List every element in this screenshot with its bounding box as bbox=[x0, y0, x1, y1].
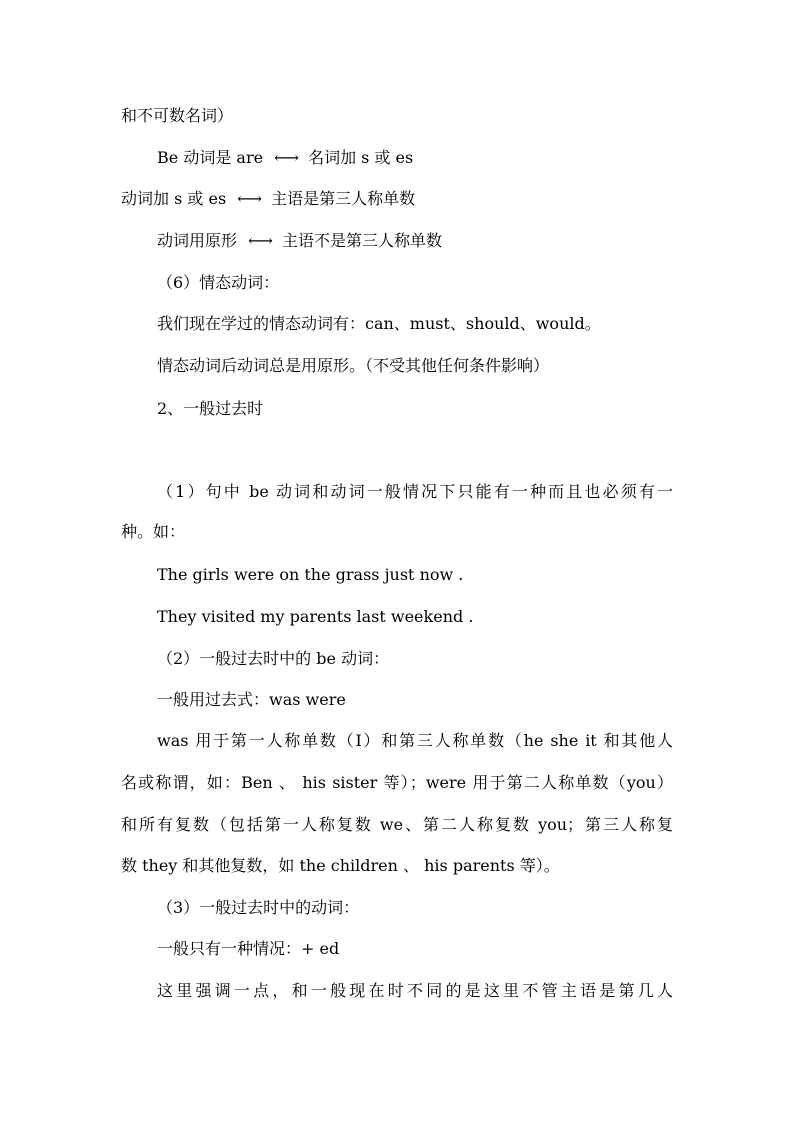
rule-line-be-are bbox=[157, 147, 413, 169]
text-line bbox=[157, 355, 549, 377]
line-text: The girls were on the grass just now . bbox=[157, 565, 464, 584]
line-text-right: 主语是第三人称单数 bbox=[271, 189, 416, 208]
text-line: 名或称谓，如：Ben 、 his sister 等）；were 用于第二人称单数（you） bbox=[121, 773, 673, 792]
sub-heading bbox=[157, 648, 389, 670]
line-text-right: 主语不是第三人称单数 bbox=[282, 231, 443, 250]
text-line bbox=[157, 313, 601, 335]
text-line: 和所有复数（包括第一人称复数 we、第二人称复数 you；第三人称复 bbox=[121, 815, 673, 834]
text-line bbox=[157, 938, 339, 960]
text-line bbox=[121, 105, 233, 127]
example-sentence bbox=[157, 606, 473, 628]
line-text: 情态动词后动词总是用原形。（不受其他任何条件影响） bbox=[157, 356, 550, 375]
line-text-left: 动词加 s 或 es bbox=[121, 189, 227, 208]
line-text: 我们现在学过的情态动词有：can、must、should、would。 bbox=[157, 314, 601, 333]
sub-heading bbox=[157, 897, 359, 919]
line-text: （2）一般过去时中的 be 动词： bbox=[157, 649, 390, 668]
text-line bbox=[121, 521, 185, 543]
rule-line-verb-s bbox=[121, 188, 415, 210]
section-heading-modal-verbs bbox=[157, 272, 279, 294]
section-heading-simple-past bbox=[157, 398, 263, 420]
line-text-left: 动词用原形 bbox=[157, 231, 238, 250]
line-text: They visited my parents last weekend . bbox=[157, 607, 474, 626]
line-text-right: 名词加 s 或 es bbox=[308, 148, 414, 167]
text-line: was 用于第一人称单数（I）和第三人称单数（he she it 和其他人 bbox=[157, 731, 673, 750]
line-text: 一般用过去式：was were bbox=[157, 690, 346, 709]
double-arrow-icon: ←→ bbox=[274, 148, 297, 167]
line-text: 一般只有一种情况：+ ed bbox=[157, 939, 340, 958]
rule-line-verb-base bbox=[157, 230, 442, 252]
text-line: （1）句中 be 动词和动词一般情况下只能有一种而且也必须有一 bbox=[157, 482, 673, 501]
line-text: （6）情态动词： bbox=[157, 273, 280, 292]
example-sentence bbox=[157, 564, 463, 586]
line-text: 数 they 和其他复数，如 the children 、 his parents 等）。 bbox=[121, 856, 560, 875]
line-text-left: Be 动词是 are bbox=[157, 148, 264, 167]
line-text: 种。如： bbox=[121, 522, 186, 541]
text-line bbox=[157, 689, 346, 711]
text-line: 这里强调一点，和一般现在时不同的是这里不管主语是第几人 bbox=[157, 981, 673, 1000]
line-text: 2、一般过去时 bbox=[157, 399, 264, 418]
line-text: 和不可数名词） bbox=[121, 106, 234, 125]
double-arrow-icon: ←→ bbox=[248, 231, 271, 250]
line-text: （3）一般过去时中的动词： bbox=[157, 898, 360, 917]
double-arrow-icon: ←→ bbox=[237, 189, 261, 208]
text-line bbox=[121, 855, 560, 877]
